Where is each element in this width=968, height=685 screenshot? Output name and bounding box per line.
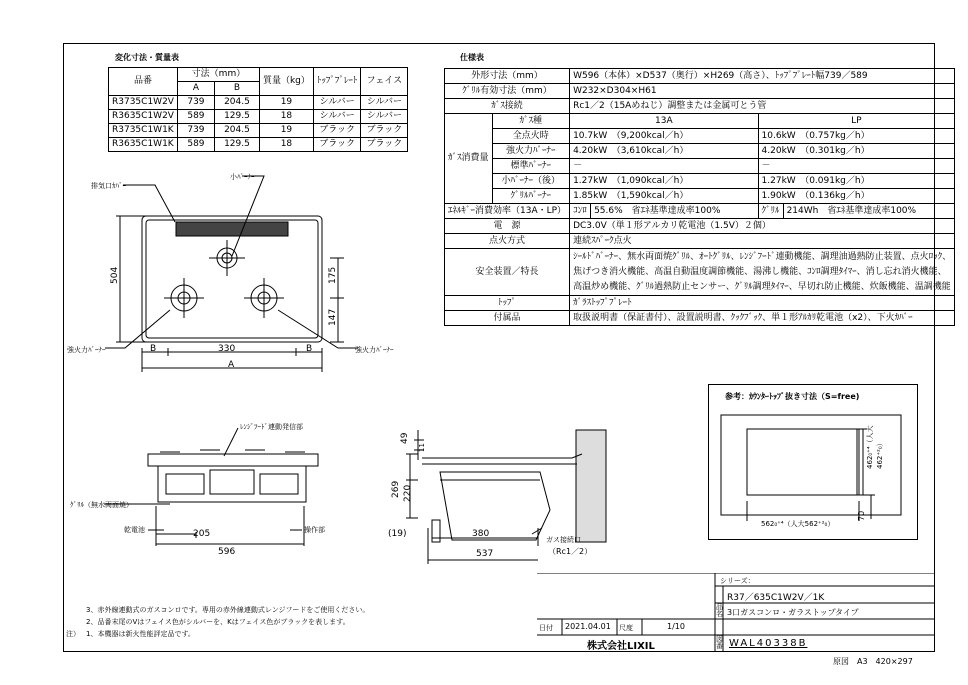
label-exhaust: 排気口ｶﾊﾞｰ	[91, 182, 126, 190]
front-view-drawing	[60, 420, 360, 560]
col-top: ﾄｯﾌﾟﾌﾟﾚｰﾄ	[313, 68, 361, 96]
table-row: R3635C1W2V 589 129.5 18 シルバー シルバー	[109, 110, 408, 124]
name-value: 3口ガスコンロ・ガラストップタイプ	[727, 608, 859, 617]
dim-175: 175	[328, 266, 338, 284]
table-row: R3735C1W1K 739 204.5 19 ブラック ブラック	[109, 124, 408, 138]
series-label: シリーズ：	[720, 577, 755, 585]
col-dim: 寸法（mm）	[177, 68, 259, 82]
name-label: 品名	[716, 603, 723, 618]
label-gas-inlet: ガス接続口	[546, 536, 581, 544]
col-model: 品番	[109, 68, 178, 96]
paper-size: 原図 A3 420×297	[833, 657, 913, 666]
title-block	[537, 573, 935, 652]
small-burner-icon	[209, 240, 245, 276]
variation-table	[108, 67, 408, 152]
note-3: 3、赤外線連動式のガスコンロです。専用の赤外線連動式レンジフードをご使用ください。	[86, 606, 370, 614]
cutout-box	[708, 384, 918, 540]
dim-49: 49	[400, 432, 410, 444]
date-value: 2021.04.01	[565, 622, 611, 631]
scale-label: 尺度	[619, 624, 633, 632]
variation-title: 変化寸法・質量表	[115, 53, 179, 62]
dwg-value: WAL40338B	[729, 638, 808, 649]
dim-19: (19)	[388, 529, 407, 539]
dim-380: 380	[472, 529, 490, 539]
company-logo: 株式会社LIXIL	[587, 641, 655, 652]
label-hood: ﾚﾝｼﾞﾌｰﾄﾞ連動発信部	[240, 423, 303, 431]
dim-147: 147	[328, 308, 338, 326]
dim-269: 269	[391, 480, 401, 498]
strong-burner-right-icon	[244, 278, 284, 318]
top-view-drawing	[60, 170, 400, 380]
col-a: A	[177, 82, 214, 96]
dim-b-left: B	[150, 344, 157, 354]
date-label: 日付	[539, 624, 553, 632]
cutout-title: 参考：ｶｳﾝﾀｰﾄｯﾌﾟ抜き寸法（S=free)	[725, 392, 860, 401]
strong-burner-left-icon	[164, 278, 204, 318]
dim-220: 220	[403, 484, 413, 502]
dim-330: 330	[218, 344, 236, 354]
label-gas-inlet-size: （Rc1／2）	[548, 547, 593, 556]
cutout-height: 462₀⁺⁴（人大462⁺²₀）	[866, 425, 884, 469]
series-value: R37／635C1W2V／1K	[727, 593, 825, 603]
label-small-burner: 小ﾊﾞｰﾅｰ	[230, 173, 255, 181]
dim-11: 11	[418, 443, 426, 452]
col-weight: 質量（kg）	[259, 68, 313, 96]
dim-596: 596	[218, 547, 236, 557]
table-row: R3735C1W2V 739 204.5 19 シルバー シルバー	[109, 96, 408, 110]
label-strong-right: 強火力ﾊﾞｰﾅｰ	[355, 346, 394, 354]
dim-504: 504	[110, 266, 120, 284]
col-face: フェイス	[361, 68, 408, 96]
label-grill: ｸﾞﾘﾙ（無水両面焼）	[70, 501, 133, 509]
dwg-label: 図番	[716, 635, 723, 650]
table-row: R3635C1W1K 589 129.5 18 ブラック ブラック	[109, 138, 408, 152]
scale-value: 1/10	[667, 622, 685, 631]
spec-table: 外形寸法（mm） W596（本体）×D537（奥行）×H269（高さ）、ﾄｯﾌﾟﾌﾟﾚｰﾄ幅739／589 ｸﾞﾘﾙ有効寸法（mm） W232×D304×H61 ｶﾞｽ接続 Rc1／2（15Aめねじ）調整または金属可とう管 ｶﾞｽ消費量 ｶﾞｽ種 13A LP 全点火時 10.7kW （9,200kcal／h） 10.6kW （0.757kg／h） 強火力ﾊﾞｰﾅｰ 4.20kW （3,610kcal／h） 4.20kW （0.301kg／h） 標準ﾊﾞｰﾅｰ － － 小ﾊﾞｰﾅｰ（後） 1.27kW （1,090kcal／h） 1.27kW （0.091kg／h） ｸﾞﾘﾙﾊﾞｰﾅｰ 1.85kW （1,590kcal／h） 1.90kW （0.136kg／h） ｴﾈﾙｷﾞｰ消費効率（13A・LP） ｺﾝﾛ 55.6% 省ｴﾈ基準達成率100% ｸﾞﾘﾙ 214Wh 省ｴﾈ基準達成率100% 電 源 DC3.0V（単１形アルカリ乾電池（1.5V）２個） 点火方式 連続ｽﾊﾟｰｸ点火 安全装置／特長 ｼｰﾙﾄﾞﾊﾞｰﾅｰ、無水両面焼ｸﾞﾘﾙ、ｵｰﾄｸﾞﾘﾙ、ﾚﾝｼﾞﾌｰﾄﾞ連動機能、調理油過熱防止装置、点火ﾛｯｸ、 焦げつき消火機能、高温自動温度調節機能、湯沸し機能、ｺﾝﾛ調理ﾀｲﾏｰ、消し忘れ消火機能、 高温炒め機能、ｸﾞﾘﾙ過熱防止センサー、ｸﾞﾘﾙ調理ﾀｲﾏｰ、早切れ防止機能、炊飯機能、温調機能 ﾄｯﾌﾟ ｶﾞﾗｽﾄｯﾌﾟﾌﾟﾚｰﾄ 付属品 取扱説明書（保証書付）、設置説明書、ｸｯｸﾌﾞｯｸ、単１形ｱﾙｶﾘ乾電池（x2）、下火ｶﾊﾞｰ	[444, 68, 955, 326]
cutout-width: 562₀⁺⁴（人大562⁺²₀）	[761, 520, 835, 528]
note-1: 1、本機器は新火性能評定品です。	[86, 630, 195, 638]
col-b: B	[214, 82, 259, 96]
dim-a: A	[228, 360, 235, 370]
side-view-drawing	[380, 420, 620, 570]
dim-b-right: B	[306, 344, 313, 354]
label-panel: 操作部	[304, 526, 325, 534]
label-strong-left: 強火力ﾊﾞｰﾅｰ	[67, 346, 106, 354]
dim-537: 537	[476, 549, 494, 559]
label-battery: 乾電池	[124, 526, 145, 534]
cutout-70: 70	[857, 510, 866, 521]
note-2: 2、品番末尾のVはフェイス色がシルバーを、Kはフェイス色がブラックを表します。	[86, 618, 350, 626]
spec-title: 仕様表	[460, 53, 484, 62]
note-1-prefix: 注）	[66, 630, 80, 638]
dim-205: 205	[193, 529, 211, 539]
